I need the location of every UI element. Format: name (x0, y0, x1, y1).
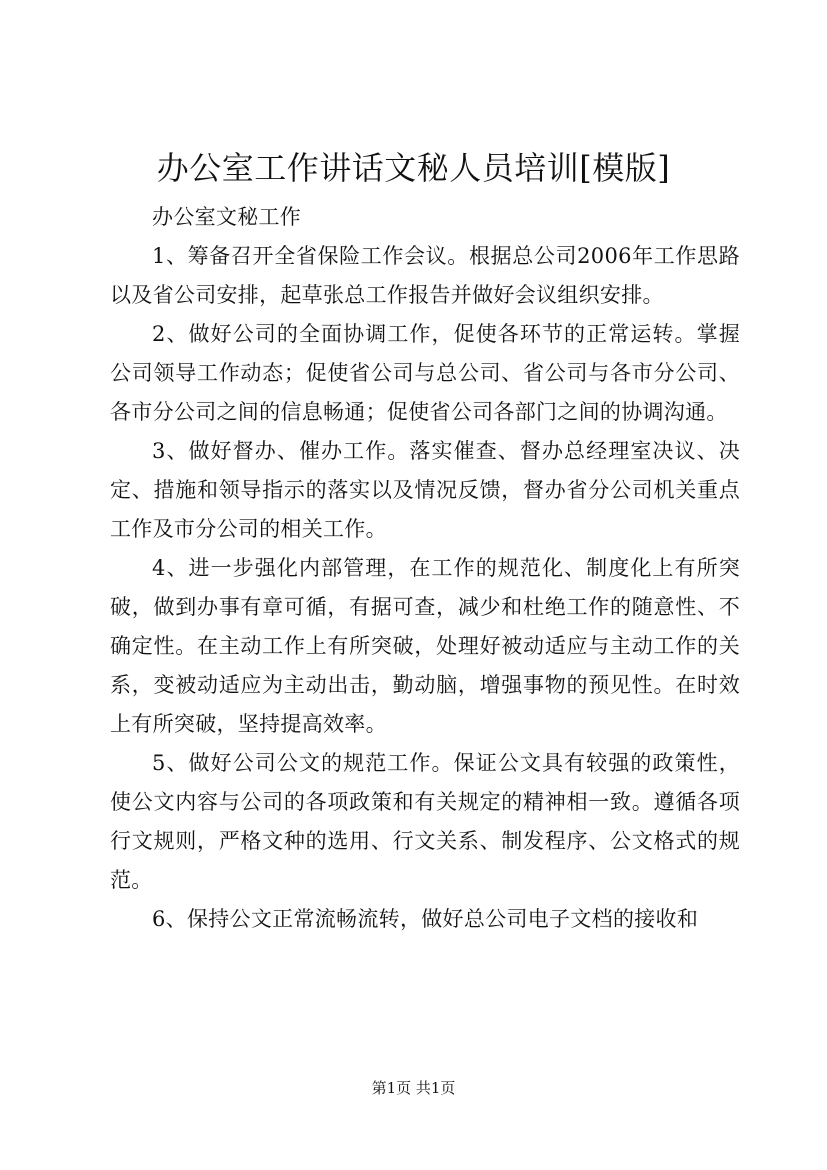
paragraph: 2、做好公司的全面协调工作，促使各环节的正常运转。掌握公司领导工作动态；促使省公司与总公司、省公司与各市分公司、各市分公司之间的信息畅通；促使省公司各部门之间的协调沟通。 (110, 322, 740, 424)
section-heading: 办公室文秘工作 (152, 205, 302, 229)
page-footer: 第1页 共1页 (371, 1079, 456, 1097)
paragraph: 1、筹备召开全省保险工作会议。根据总公司2006年工作思路以及省公司安排，起草张总工作报告并做好会议组织安排。 (110, 244, 740, 307)
document-body (110, 198, 740, 939)
paragraph: 4、进一步强化内部管理，在工作的规范化、制度化上有所突破，做到办事有章可循，有据可查，减少和杜绝工作的随意性、不确定性。在主动工作上有所突破，处理好被动适应与主动工作的关系，变被动适应为主动出击，勤动脑，增强事物的预见性。在时效上有所突破，坚持提高效率。 (110, 556, 740, 736)
document-title: 办公室工作讲话文秘人员培训[模版] (156, 149, 671, 187)
paragraph: 5、做好公司公文的规范工作。保证公文具有较强的政策性，使公文内容与公司的各项政策和有关规定的精神相一致。遵循各项行文规则，严格文种的选用、行文关系、制发程序、公文格式的规范。 (110, 751, 740, 892)
paragraph: 6、保持公文正常流畅流转，做好总公司电子文档的接收和 (152, 907, 699, 931)
paragraph: 3、做好督办、催办工作。落实催查、督办总经理室决议、决定、措施和领导指示的落实以及情况反馈，督办省分公司机关重点工作及市分公司的相关工作。 (110, 439, 740, 541)
